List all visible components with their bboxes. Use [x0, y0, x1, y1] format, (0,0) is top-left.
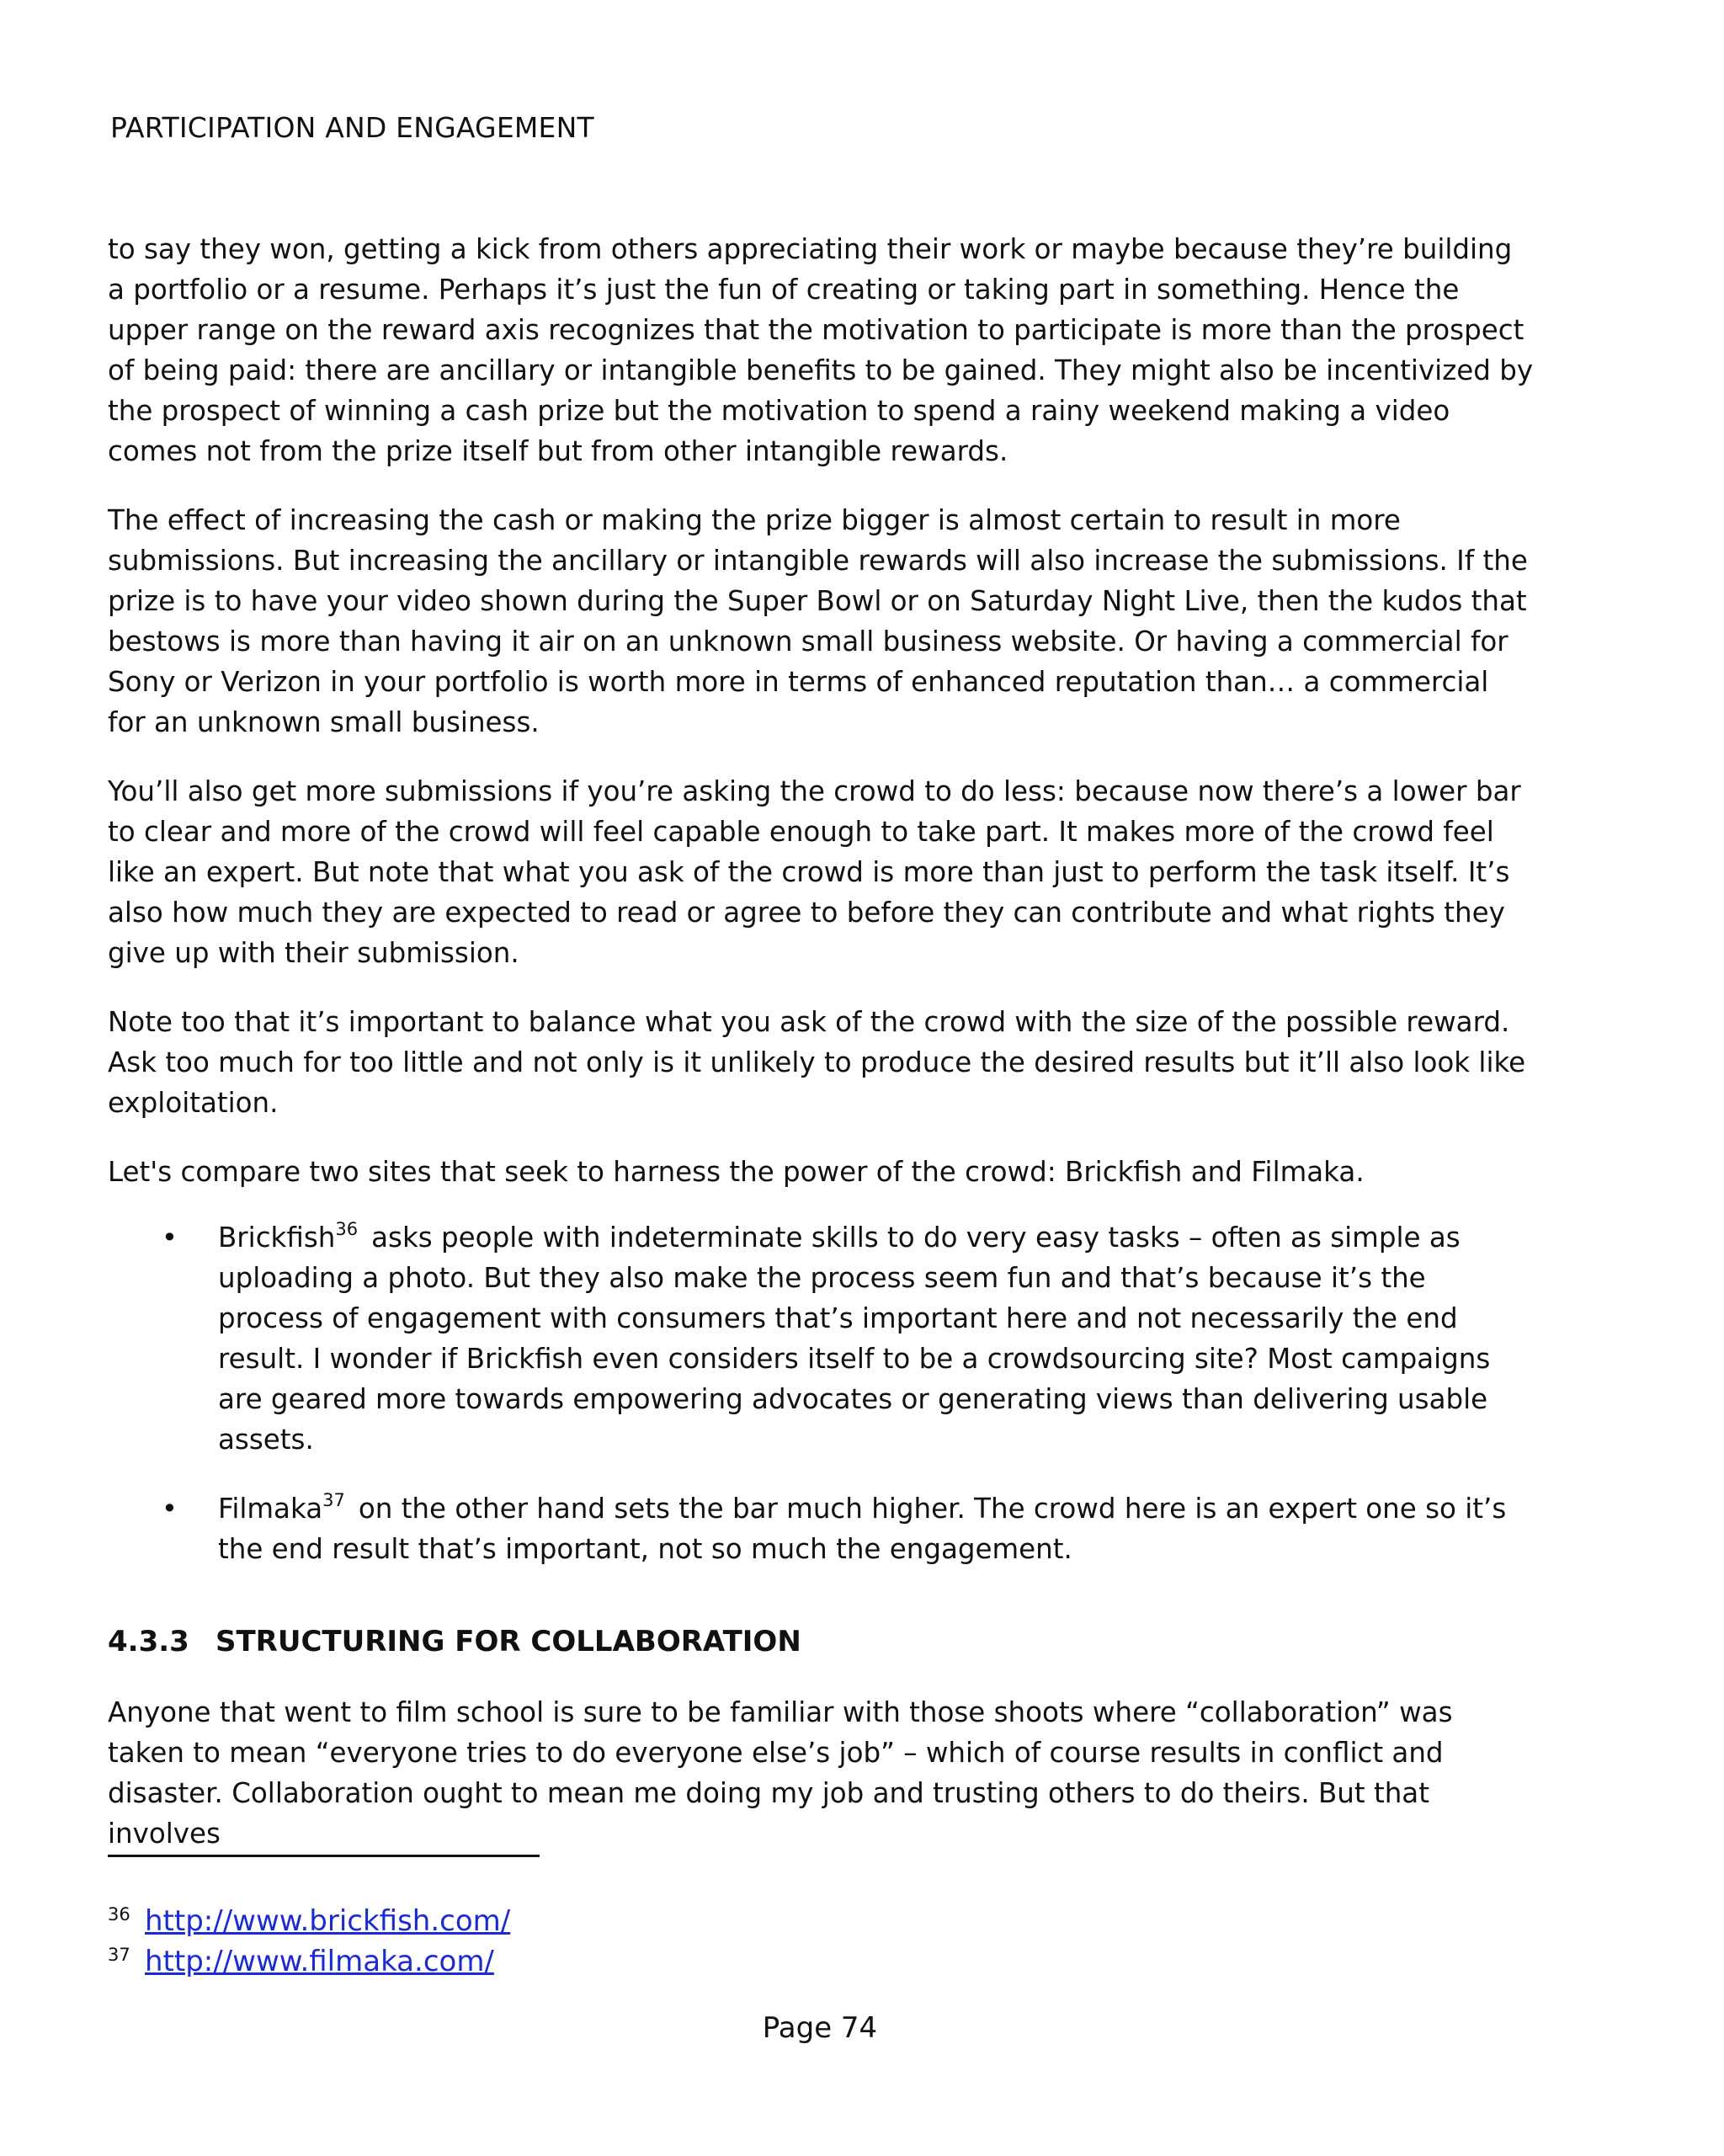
- paragraph-5: Let's compare two sites that seek to harness the power of the crowd: Brickfish and Filmaka.: [108, 1156, 1365, 1188]
- page-number: Page 74: [762, 2011, 878, 2045]
- paragraph-2: The effect of increasing the cash or making the prize bigger is almost certain to result in more submissions. But increasing the ancillary or intangible rewards will also increase the submissions. If the prize is to have your video shown during the Super Bowl or on Saturday Night Live, then the kudos that bestows is more than having it air on an unknown small business website. Or having a commercial for Sony or Verizon in your portfolio is worth more in terms of enhanced reputation than… a commercial for an unknown small business.: [108, 504, 1528, 738]
- bullet-icon: •: [162, 1493, 178, 1525]
- footnote-link-filmaka[interactable]: http://www.filmaka.com/: [145, 1945, 494, 1978]
- bullet-term: Filmaka: [218, 1493, 323, 1525]
- bullet-text: asks people with indeterminate skills to do very easy tasks – often as simple as uploading a photo. But they also make the process seem fun and that’s because it’s the process of engagement with consumers that’s important here and not necessarily the end result. I wonder if Brickfish even considers itself to be a crowdsourcing site? Most campaigns are geared more towards empowering advocates or generating views than delivering usable assets.: [218, 1222, 1491, 1456]
- section-number: 4.3.3: [108, 1625, 189, 1658]
- footnote-37: [108, 1941, 510, 1982]
- section-paragraph: Anyone that went to film school is sure to be familiar with those shoots where “collaboration” was taken to mean “everyone tries to do everyone else’s job” – which of course results in conflict and disaster. Collaboration ought to mean me doing my job and trusting others to do theirs. But that involves: [108, 1696, 1453, 1850]
- footnote-link-brickfish[interactable]: http://www.brickfish.com/: [145, 1904, 511, 1938]
- section-title: STRUCTURING FOR COLLABORATION: [216, 1625, 801, 1658]
- footnote-36: [108, 1901, 510, 1941]
- footnote-separator: [108, 1855, 540, 1857]
- footnote-mark: 37: [108, 1945, 130, 1965]
- list-item-brickfish: [108, 1217, 1539, 1460]
- footnote-mark: 36: [108, 1904, 130, 1924]
- section-heading: [108, 1621, 1539, 1662]
- footnote-reference[interactable]: 36: [335, 1219, 359, 1239]
- list-item-filmaka: [108, 1488, 1539, 1569]
- paragraph-3: You’ll also get more submissions if you’re asking the crowd to do less: because now there’s a lower bar to clear and more of the crowd will feel capable enough to take part. It makes more of the crowd feel like an expert. But note that what you ask of the crowd is more than just to perform the task itself. It’s also how much they are expected to read or agree to before they can contribute and what rights they give up with their submission.: [108, 775, 1521, 969]
- body-text: [108, 229, 1539, 1882]
- footnote-reference[interactable]: 37: [322, 1490, 345, 1510]
- paragraph-1: to say they won, getting a kick from others appreciating their work or maybe because they’re building a portfolio or a resume. Perhaps it’s just the fun of creating or taking part in something. Hence the upper range on the reward axis recognizes that the motivation to participate is more than the prospect of being paid: there are ancillary or intangible benefits to be gained. They might also be incentivized by the prospect of winning a cash prize but the motivation to spend a rainy weekend making a video comes not from the prize itself but from other intangible rewards.: [108, 233, 1534, 467]
- bullet-text: on the other hand sets the bar much higher. The crowd here is an expert one so it’s the end result that’s important, not so much the engagement.: [218, 1493, 1507, 1565]
- bullet-list: [108, 1217, 1539, 1569]
- paragraph-4: Note too that it’s important to balance what you ask of the crowd with the size of the possible reward. Ask too much for too little and not only is it unlikely to produce the desired results but it’ll also look like exploitation.: [108, 1006, 1526, 1119]
- bullet-icon: •: [162, 1222, 178, 1254]
- running-header: PARTICIPATION AND ENGAGEMENT: [110, 111, 594, 144]
- footnotes: [108, 1901, 510, 1982]
- bullet-term: Brickfish: [218, 1222, 336, 1254]
